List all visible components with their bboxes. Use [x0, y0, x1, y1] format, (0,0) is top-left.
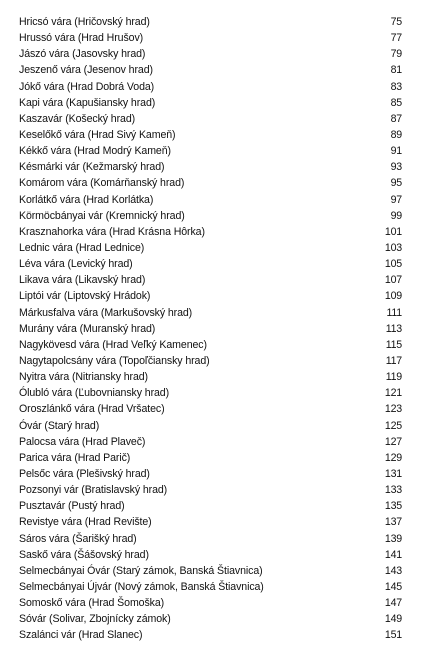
- entry-page-number: 139: [384, 532, 402, 545]
- toc-entry: [0, 337, 422, 353]
- entry-title: Körmöcbányai vár (Kremnický hrad): [19, 209, 185, 222]
- entry-page-number: 95: [390, 177, 402, 190]
- entry-title: Nagytapolcsány vára (Topoľčiansky hrad): [19, 354, 210, 367]
- entry-title: Ólubló vára (Ľubovniansky hrad): [19, 387, 170, 400]
- entry-page-number: 81: [390, 64, 402, 77]
- toc-entry: [0, 466, 422, 482]
- toc-entry: [0, 46, 422, 62]
- entry-title: Nyitra vára (Nitriansky hrad): [19, 371, 148, 384]
- entry-page-number: 83: [390, 80, 402, 93]
- entry-page-number: 79: [390, 48, 402, 61]
- entry-title: Hricsó vára (Hričovský hrad): [19, 16, 150, 28]
- entry-page-number: 145: [384, 580, 402, 593]
- toc-entry: [0, 14, 422, 30]
- entry-title: Pusztavár (Pustý hrad): [19, 500, 125, 513]
- entry-page-number: 117: [385, 354, 402, 367]
- entry-page-number: 107: [384, 274, 402, 287]
- entry-page-number: 111: [386, 306, 402, 319]
- entry-title: Szalánci vár (Hrad Slanec): [19, 629, 143, 642]
- toc-entry: [0, 450, 422, 466]
- entry-title: Jókő vára (Hrad Dobrá Voda): [19, 80, 155, 93]
- entry-page-number: 121: [384, 387, 402, 400]
- entry-title: Komárom vára (Komárňanský hrad): [19, 177, 185, 190]
- entry-page-number: 103: [384, 241, 402, 254]
- entry-page-number: 149: [384, 613, 402, 626]
- entry-title: Likava vára (Likavský hrad): [19, 274, 146, 287]
- entry-title: Sáros vára (Šarišký hrad): [19, 532, 137, 545]
- entry-title: Parica vára (Hrad Parič): [19, 451, 131, 464]
- toc-entry: [0, 434, 422, 450]
- toc-entry: [0, 611, 422, 627]
- toc-entry: [0, 208, 422, 224]
- entry-title: Selmecbányai Óvár (Starý zámok, Banská Štiavnica): [19, 564, 263, 577]
- entry-page-number: 151: [384, 629, 402, 642]
- toc-entry: [0, 563, 422, 579]
- toc-entry: [0, 305, 422, 321]
- entry-page-number: 91: [390, 145, 402, 158]
- entry-page-number: 119: [385, 371, 402, 384]
- toc-entry: [0, 627, 422, 643]
- entry-title: Hrussó vára (Hrad Hrušov): [19, 32, 144, 45]
- entry-page-number: 125: [384, 419, 402, 432]
- toc-entry: [0, 62, 422, 78]
- toc-entry: [0, 30, 422, 46]
- toc-entry: [0, 401, 422, 417]
- entry-page-number: 135: [384, 500, 402, 513]
- entry-page-number: 89: [390, 128, 402, 141]
- toc-entry: [0, 498, 422, 514]
- entry-page-number: 129: [384, 451, 402, 464]
- entry-title: Léva vára (Levický hrad): [19, 258, 133, 271]
- entry-title: Korlátkő vára (Hrad Korlátka): [19, 193, 154, 206]
- entry-title: Keselőkő vára (Hrad Sivý Kameň): [19, 128, 176, 141]
- entry-title: Jászó vára (Jasovsky hrad): [19, 48, 146, 61]
- toc-entry: [0, 385, 422, 401]
- entry-title: Pozsonyi vár (Bratislavský hrad): [19, 484, 168, 497]
- entry-page-number: 75: [390, 16, 402, 28]
- toc-entry: [0, 595, 422, 611]
- toc-entry: [0, 95, 422, 111]
- toc-entry: [0, 272, 422, 288]
- toc-entry: [0, 353, 422, 369]
- entry-title: Lednic vára (Hrad Lednice): [19, 241, 145, 254]
- entry-page-number: 143: [384, 564, 402, 577]
- entry-title: Selmecbányai Újvár (Nový zámok, Banská Štiavnica): [19, 580, 264, 593]
- entry-page-number: 109: [384, 290, 402, 303]
- entry-page-number: 131: [384, 467, 402, 480]
- entry-page-number: 113: [385, 322, 402, 335]
- entry-title: Somoskő vára (Hrad Šomoška): [19, 597, 165, 610]
- entry-page-number: 141: [384, 548, 402, 561]
- toc-entry: [0, 531, 422, 547]
- entry-page-number: 101: [384, 225, 402, 238]
- entry-title: Pelsőc vára (Plešivský hrad): [19, 467, 150, 480]
- toc-entry: [0, 79, 422, 95]
- entry-title: Sóvár (Solivar, Zbojnícky zámok): [19, 613, 171, 626]
- toc-entry: [0, 321, 422, 337]
- entry-title: Nagykövesd vára (Hrad Veľký Kamenec): [19, 338, 207, 351]
- toc-entry: [0, 256, 422, 272]
- toc-entry: [0, 514, 422, 530]
- entry-title: Oroszlánkő vára (Hrad Vršatec): [19, 403, 165, 416]
- entry-page-number: 115: [385, 338, 402, 351]
- toc-entry: [0, 159, 422, 175]
- entry-title: Saskő vára (Šášovský hrad): [19, 548, 149, 561]
- entry-title: Krasznahorka vára (Hrad Krásna Hôrka): [19, 225, 205, 238]
- entry-title: Kékkő vára (Hrad Modrý Kameň): [19, 145, 171, 158]
- entry-title: Murány vára (Muranský hrad): [19, 322, 156, 335]
- entry-title: Késmárki vár (Kežmarský hrad): [19, 161, 165, 174]
- entry-title: Kaszavár (Košecký hrad): [19, 112, 136, 125]
- toc-entry: [0, 224, 422, 240]
- table-of-contents: [0, 14, 422, 643]
- entry-page-number: 77: [390, 32, 402, 45]
- toc-entry: [0, 288, 422, 304]
- toc-entry: [0, 418, 422, 434]
- entry-page-number: 85: [390, 96, 402, 109]
- entry-page-number: 93: [390, 161, 402, 174]
- entry-title: Jeszenő vára (Jesenov hrad): [19, 64, 153, 77]
- toc-entry: [0, 240, 422, 256]
- entry-page-number: 147: [384, 597, 402, 610]
- toc-entry: [0, 143, 422, 159]
- toc-entry: [0, 175, 422, 191]
- entry-page-number: 105: [384, 258, 402, 271]
- toc-entry: [0, 192, 422, 208]
- toc-entry: [0, 579, 422, 595]
- entry-title: Márkusfalva vára (Markušovský hrad): [19, 306, 193, 319]
- entry-title: Kapi vára (Kapušiansky hrad): [19, 96, 156, 109]
- toc-entry: [0, 369, 422, 385]
- entry-page-number: 99: [390, 209, 402, 222]
- entry-page-number: 127: [384, 435, 402, 448]
- entry-title: Revistye vára (Hrad Revište): [19, 516, 152, 529]
- toc-entry: [0, 111, 422, 127]
- entry-page-number: 133: [384, 484, 402, 497]
- toc-entry: [0, 482, 422, 498]
- entry-page-number: 137: [384, 516, 402, 529]
- toc-entry: [0, 547, 422, 563]
- entry-page-number: 123: [384, 403, 402, 416]
- entry-page-number: 87: [390, 112, 402, 125]
- toc-entry: [0, 127, 422, 143]
- entry-title: Óvár (Starý hrad): [19, 419, 100, 432]
- entry-page-number: 97: [390, 193, 402, 206]
- entry-title: Liptói vár (Liptovský Hrádok): [19, 290, 151, 303]
- entry-title: Palocsa vára (Hrad Plaveč): [19, 435, 146, 448]
